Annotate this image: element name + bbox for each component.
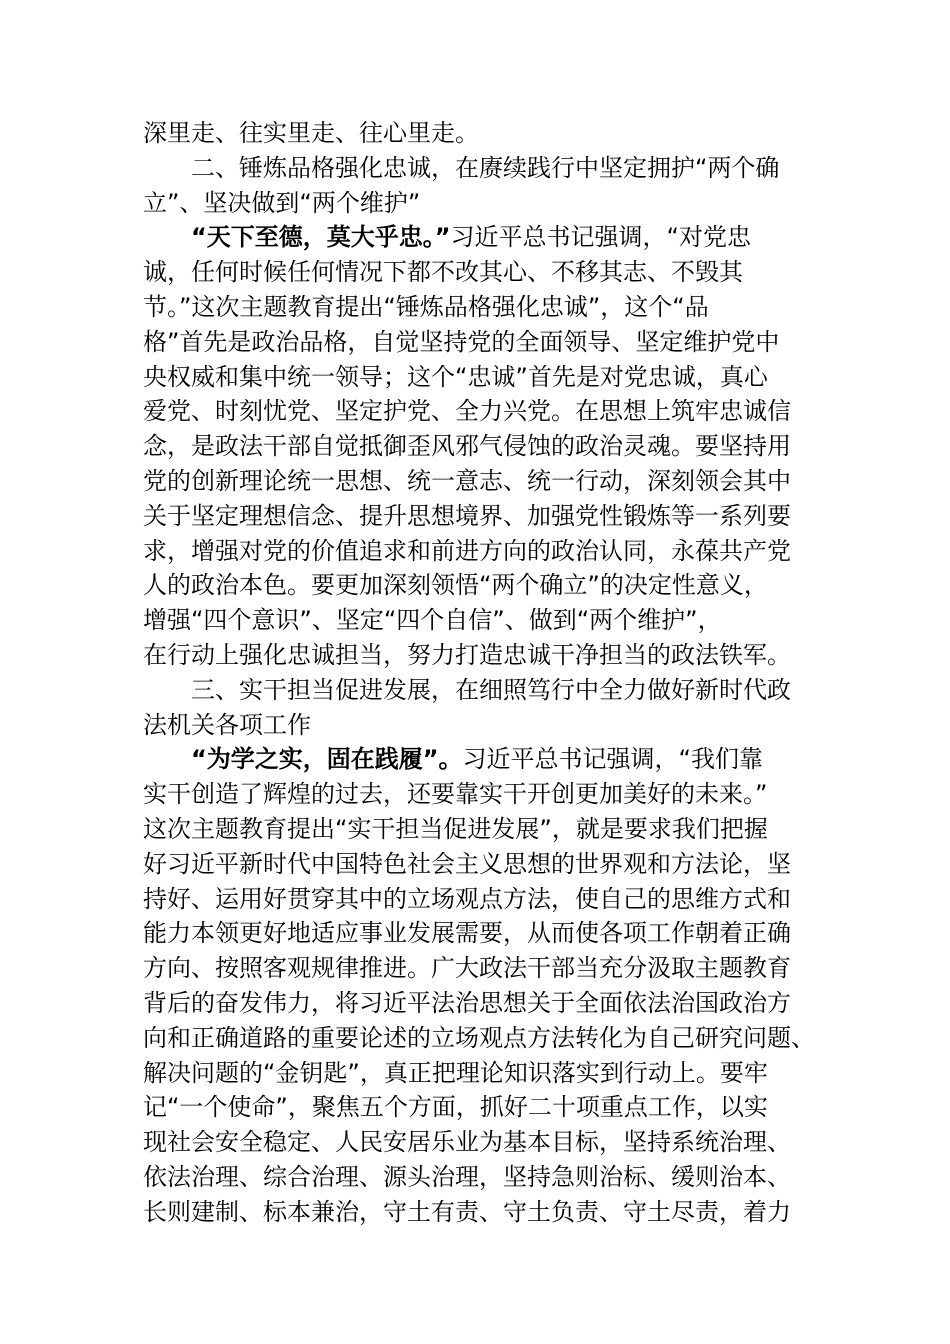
line-text: 求，增强对党的价值追求和前进方向的政治认同，永葆共产党 — [143, 536, 791, 565]
line-text: 长则建制、标本兼治，守土有责、守土负责、守土尽责，着力 — [143, 1197, 791, 1226]
text-line — [143, 464, 808, 499]
text-line — [143, 603, 808, 638]
line-text: 念，是政法干部自觉抵御歪风邪气侵蚀的政治灵魂。要坚持用 — [143, 432, 791, 461]
line-text: 背后的奋发伟力，将习近平法治思想关于全面依法治国政治方 — [143, 988, 791, 1017]
text-line — [143, 1195, 808, 1230]
text-line — [143, 186, 808, 221]
line-text: 记“一个使命”，聚焦五个方面，抓好二十项重点工作，以实 — [143, 1093, 768, 1122]
line-text: 央权威和集中统一领导；这个“忠诚”首先是对党忠诚，真心 — [143, 362, 768, 391]
text-line — [143, 638, 808, 673]
text-line — [143, 1090, 808, 1125]
text-line — [143, 812, 808, 847]
line-text: 持好、运用好贯穿其中的立场观点方法，使自己的思维方式和 — [143, 884, 791, 913]
line-text: 在行动上强化忠诚担当，努力打造忠诚干净担当的政法铁军。 — [143, 640, 791, 669]
text-line — [143, 742, 808, 777]
line-text: 习近平总书记强调，“我们靠 — [462, 745, 763, 774]
line-text: 能力本领更好地适应事业发展需要，从而使各项工作朝着正确 — [143, 919, 791, 948]
bold-lead-quote: “为学之实，固在践履”。 — [191, 745, 463, 774]
text-line — [143, 220, 808, 255]
text-line — [143, 116, 808, 151]
text-line — [143, 290, 808, 325]
line-text: 深里走、往实里走、往心里走。 — [143, 119, 479, 147]
line-text: 爱党、时刻忧党、坚定护党、全力兴党。在思想上筑牢忠诚信 — [143, 397, 791, 426]
line-text: 二、锤炼品格强化忠诚，在赓续践行中坚定拥护“两个确 — [191, 153, 780, 182]
text-line — [143, 1125, 808, 1160]
line-text: 人的政治本色。要更加深刻领悟“两个确立”的决定性意义， — [143, 571, 768, 600]
line-text: 实干创造了辉煌的过去，还要靠实干开创更加美好的未来。” — [143, 780, 768, 809]
line-text: 向和正确道路的重要论述的立场观点方法转化为自己研究问题、 — [143, 1023, 815, 1052]
line-text: 党的创新理论统一思想、统一意志、统一行动，深刻领会其中 — [143, 466, 791, 495]
text-line — [143, 777, 808, 812]
bold-lead-quote: “天下至德，莫大乎忠。” — [191, 223, 451, 252]
text-line — [143, 429, 808, 464]
text-line — [143, 360, 808, 395]
text-line — [143, 847, 808, 882]
text-line — [143, 951, 808, 986]
line-text: 三、实干担当促进发展，在细照笃行中全力做好新时代政 — [191, 675, 791, 704]
line-text: 增强“四个意识”、坚定“四个自信”、做到“两个维护”， — [143, 606, 722, 635]
text-line — [143, 916, 808, 951]
line-text: 习近平总书记强调，“对党忠 — [450, 223, 751, 252]
text-line — [143, 568, 808, 603]
line-text: 现社会安全稳定、人民安居乐业为基本目标，坚持系统治理、 — [143, 1128, 791, 1157]
line-text: 格”首先是政治品格，自觉坚持党的全面领导、坚定维护党中 — [143, 327, 780, 356]
line-text: 法机关各项工作 — [143, 710, 311, 739]
text-line — [143, 882, 808, 917]
text-line — [143, 673, 808, 708]
line-text: 依法治理、综合治理、源头治理，坚持急则治标、缓则治本、 — [143, 1162, 791, 1191]
text-line — [143, 394, 808, 429]
line-text: 关于坚定理想信念、提升思想境界、加强党性锻炼等一系列要 — [143, 501, 791, 530]
text-line — [143, 1056, 808, 1091]
line-text: 这次主题教育提出“实干担当促进发展”，就是要求我们把握 — [143, 814, 768, 843]
line-text: 好习近平新时代中国特色社会主义思想的世界观和方法论，坚 — [143, 849, 791, 878]
text-line — [143, 534, 808, 569]
line-text: 方向、按照客观规律推进。广大政法干部当充分汲取主题教育 — [143, 954, 791, 983]
text-line — [143, 255, 808, 290]
text-line — [143, 986, 808, 1021]
line-text: 节。”这次主题教育提出“锤炼品格强化忠诚”，这个“品 — [143, 292, 709, 321]
text-line — [143, 708, 808, 743]
text-line — [143, 499, 808, 534]
line-text: 立”、坚决做到“两个维护” — [143, 188, 421, 217]
text-line — [143, 1021, 815, 1056]
line-text: 诚，任何时候任何情况下都不改其心、不移其志、不毁其 — [143, 258, 743, 287]
line-text: 解决问题的“金钥匙”，真正把理论知识落实到行动上。要牢 — [143, 1058, 768, 1087]
text-line — [143, 325, 808, 360]
document-body — [143, 116, 815, 1230]
text-line — [143, 1160, 808, 1195]
text-line — [143, 151, 808, 186]
